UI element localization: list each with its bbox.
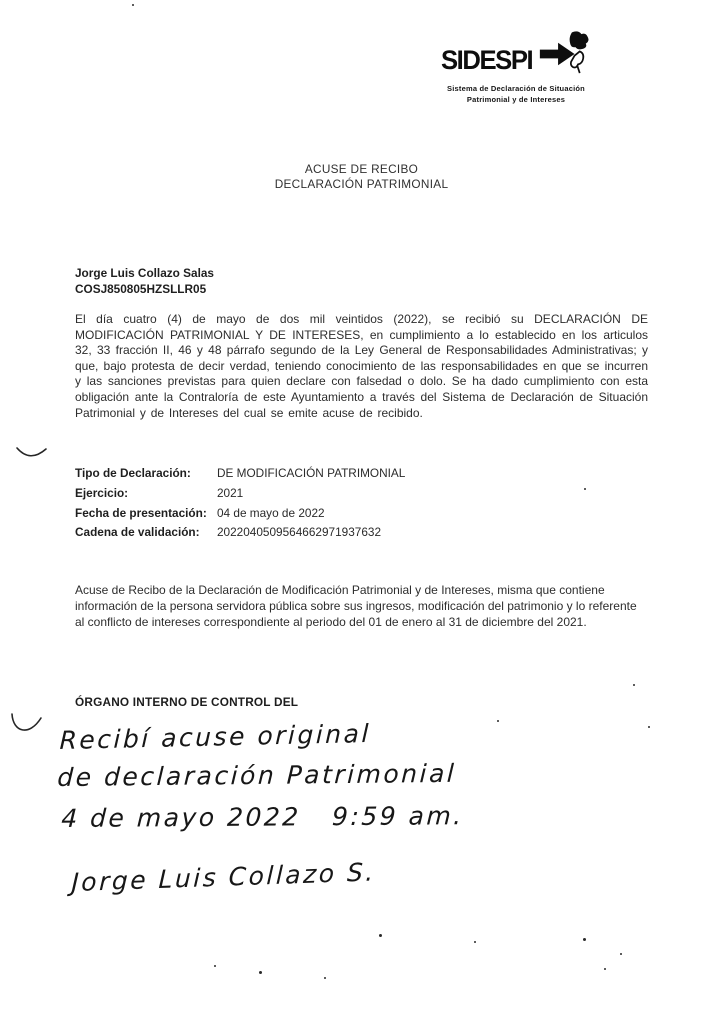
field-row-ejercicio	[75, 484, 555, 504]
document-title-line2: DECLARACIÓN PATRIMONIAL	[274, 176, 449, 191]
field-tipo-declaracion-label: Tipo de Declaración:	[75, 466, 191, 480]
field-row-tipo-declaracion	[75, 464, 555, 484]
pen-mark-arc-icon	[9, 710, 45, 740]
field-tipo-declaracion-value: DE MODIFICACIÓN PATRIMONIAL	[217, 466, 406, 480]
scan-speck	[214, 965, 216, 967]
scan-speck	[324, 977, 326, 979]
field-ejercicio-value: 2021	[217, 485, 244, 500]
scan-speck	[474, 941, 476, 943]
field-cadena-validacion-label: Cadena de validación:	[75, 525, 200, 540]
scan-speck	[584, 488, 586, 490]
scan-speck	[259, 971, 262, 974]
handwritten-note-line2: de declaración Patrimonial	[56, 758, 457, 793]
handwritten-signature: Jorge Luis Collazo S.	[70, 857, 377, 898]
scan-speck	[132, 4, 134, 6]
field-row-cadena-validacion	[75, 523, 555, 543]
handwritten-note-line1: Recibí acuse original	[59, 718, 372, 756]
field-ejercicio-label: Ejercicio:	[75, 485, 129, 500]
field-fecha-presentacion-label: Fecha de presentación:	[75, 505, 207, 520]
scan-speck	[633, 684, 635, 686]
sidespi-logo	[426, 36, 606, 104]
handwritten-note-line3: 4 de mayo 2022 9:59 am.	[60, 801, 465, 834]
organ-heading: ÓRGANO INTERNO DE CONTROL DEL	[75, 695, 299, 709]
declarant-curp: COSJ850805HZSLLR05	[75, 281, 207, 296]
summary-paragraph: Acuse de Recibo de la Declaración de Modificación Patrimonial y de Intereses, misma que contiene información de la persona servidora pública sobre sus ingresos, modificación del patrimonio y lo referente al conflicto de intereses correspondiente al periodo del 01 de enero al 31 de diciembre del 2021.	[75, 583, 637, 630]
document-title	[75, 162, 648, 191]
receipt-paragraph: El día cuatro (4) de mayo de dos mil veintidos (2022), se recibió su DECLARACIÓN DE MODIFICACIÓN PATRIMONIAL Y DE INTERESES, en cumplimiento a lo establecido en los articulos 32, 33 fracción II, 46 y 48 párrafo segundo de la Ley General de Responsabilidades Administrativas; y que, bajo protesta de decir verdad, teniendo conocimiento de las responsabilidades en que se incurren y las sanciones previstas para quien declare con falsedad o dolo. Se ha dado cumplimiento con esta obligación ante la Contraloría de este Ayuntamiento a través del Sistema de Declaración de Situación Patrimonial y de Intereses del cual se emite acuse de recibido.	[75, 312, 648, 420]
scan-speck	[604, 968, 606, 970]
sidespi-logo-tagline-line1: Sistema de Declaración de Situación	[447, 84, 585, 93]
declaration-fields	[75, 464, 555, 543]
field-row-fecha-presentacion	[75, 504, 555, 524]
arrow-right-with-figure-icon	[539, 30, 591, 83]
scan-speck	[648, 726, 650, 728]
pen-mark-arc-icon	[15, 444, 49, 464]
declarant-block	[75, 266, 214, 297]
declarant-name: Jorge Luis Collazo Salas	[75, 266, 214, 280]
document-title-line1: ACUSE DE RECIBO	[304, 162, 419, 176]
scan-speck	[620, 953, 622, 955]
scan-speck	[583, 938, 586, 941]
sidespi-logo-text: SIDESPI	[441, 44, 533, 75]
sidespi-logo-tagline-line2: Patrimonial y de Intereses	[466, 94, 566, 104]
scan-speck	[497, 720, 499, 722]
field-cadena-validacion-value: 2022040509564662971937632	[217, 525, 382, 540]
scan-speck	[379, 934, 382, 937]
field-fecha-presentacion-value: 04 de mayo de 2022	[217, 505, 325, 520]
